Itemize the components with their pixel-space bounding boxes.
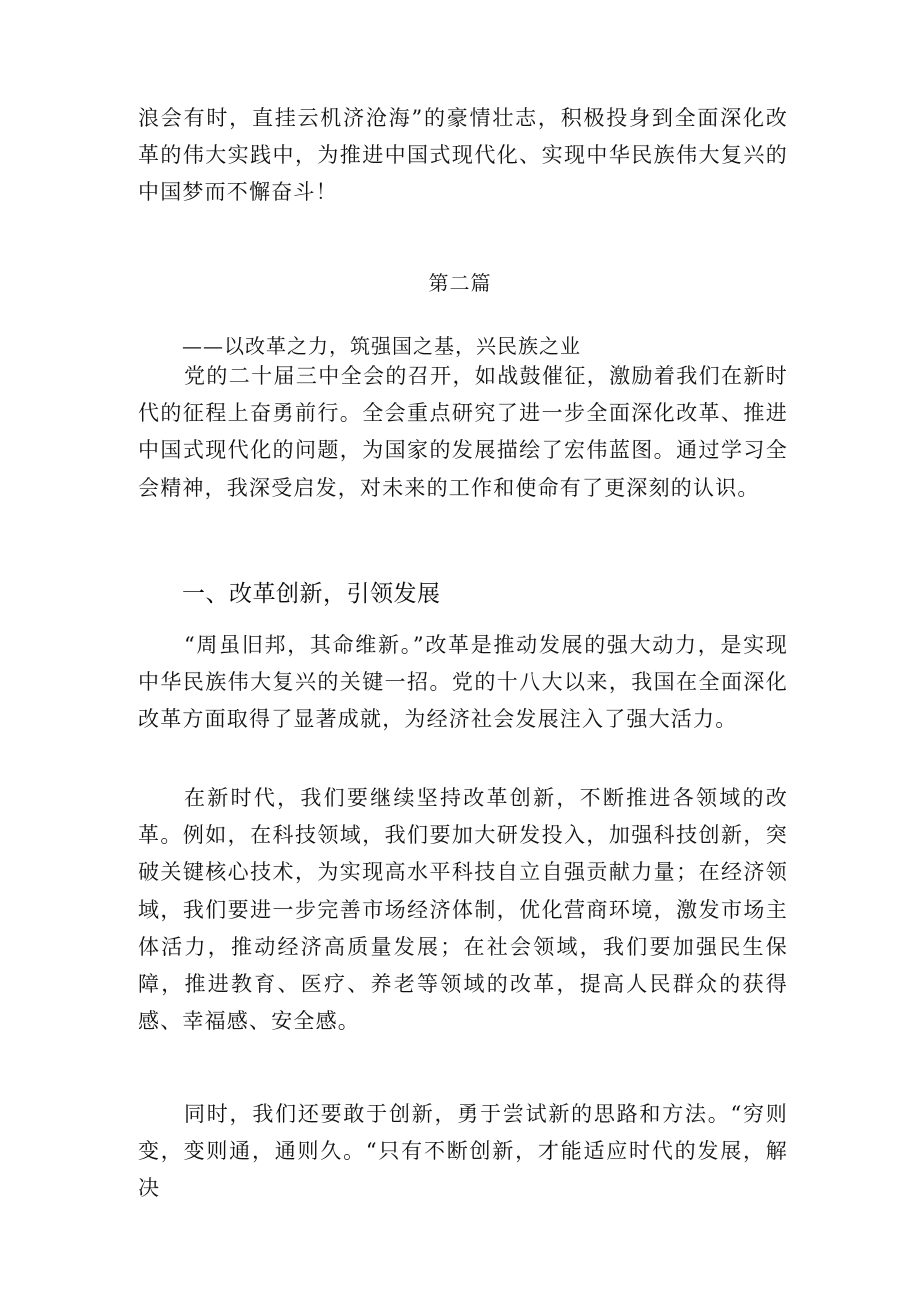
body-paragraph: “周虽旧邦，其命维新。”改革是推动发展的强大动力，是实现中华民族伟大复兴的关键一招。党的十八大以来，我国在全面深化改革方面取得了显著成就，为经济社会发展注入了强大活力。 <box>138 633 788 732</box>
body-paragraph: 党的二十届三中全会的召开，如战鼓催征，激励着我们在新时代的征程上奋勇前行。全会重点研究了进一步全面深化改革、推进中国式现代化的问题，为国家的发展描绘了宏伟蓝图。通过学习全会精神，我深受启发，对未来的工作和使命有了更深刻的认识。 <box>138 364 788 500</box>
body-paragraph: 在新时代，我们要继续坚持改革创新，不断推进各领域的改革。例如，在科技领域，我们要加大研发投入，加强科技创新，突破关键核心技术，为实现高水平科技自立自强贡献力量；在经济领域，我们要进一步完善市场经济体制，优化营商环境，激发市场主体活力，推动经济高质量发展；在社会领域，我们要加强民生保障，推进教育、医疗、养老等领域的改革，提高人民群众的获得感、幸福感、安全感。 <box>138 786 788 1034</box>
section-title: 第二篇 <box>428 271 492 295</box>
body-paragraph: 同时，我们还要敢于创新，勇于尝试新的思路和方法。“穷则变，变则通，通则久。“只有不断创新，才能适应时代的发展，解决 <box>138 1102 788 1201</box>
intro-paragraph: 浪会有时，直挂云机济沧海”的豪情壮志，积极投身到全面深化改革的伟大实践中，为推进中国式现代化、实现中华民族伟大复兴的中国梦而不懈奋斗！ <box>138 106 788 205</box>
subtitle: ——以改革之力，筑强国之基，兴民族之业 <box>182 334 581 358</box>
section-heading: 一、改革创新，引领发展 <box>182 581 441 607</box>
